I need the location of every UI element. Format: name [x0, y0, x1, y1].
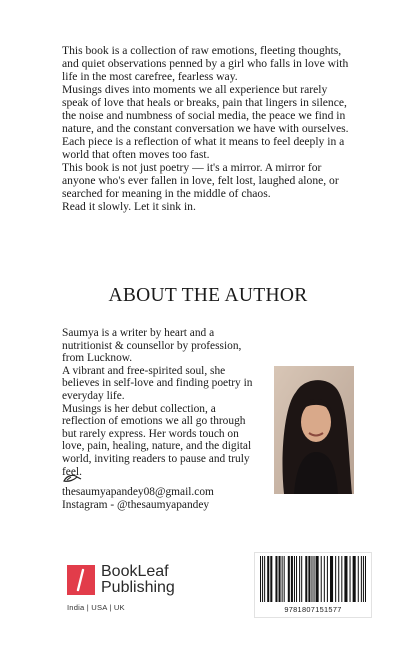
publisher-regions: India | USA | UK — [67, 603, 125, 612]
author-instagram: Instagram - @thesaumyapandey — [62, 498, 210, 511]
barcode-bar — [270, 556, 272, 602]
barcode-bar — [284, 556, 285, 602]
publisher-name: BookLeaf — [101, 563, 169, 580]
barcode-bar — [350, 556, 351, 602]
isbn-barcode — [254, 552, 372, 618]
barcode-bar — [260, 556, 261, 602]
barcode-bar — [341, 556, 342, 602]
author-email: thesaumyapandey08@gmail.com — [62, 486, 214, 498]
barcode-bar — [327, 556, 328, 602]
isbn-number: 9781807151577 — [284, 605, 342, 614]
barcode-bar — [363, 556, 364, 602]
barcode-bar — [344, 556, 347, 602]
barcode-bar — [308, 556, 310, 602]
blurb-paragraph: Each piece is a reflection of what it means to feel deeply in a world that often moves too fast. — [62, 135, 345, 161]
barcode-bar — [324, 556, 325, 602]
barcode-bar — [330, 556, 333, 602]
blurb-paragraph: This book is a collection of raw emotions, fleeting thoughts, and quiet observations penned by a girl who falls in love with life in the most carefree, fearless way. — [62, 44, 349, 83]
barcode-bar — [358, 556, 359, 602]
author-contact — [62, 472, 302, 511]
barcode-bar — [314, 556, 315, 602]
barcode-bar — [275, 556, 277, 602]
barcode-bar — [267, 556, 269, 602]
blurb-paragraph: Musings dives into moments we all experience but rarely speak of love that heals or breaks, pain that lingers in silence, the noise and numbness of social media, the peace we find in nature, and the constant conversation we have with ourselves. — [62, 83, 349, 135]
blurb-paragraph: This book is not just poetry — it's a mirror. A mirror for anyone who's ever fallen in love, felt lost, laughed alone, or searched for meaning in the middle of chaos. — [62, 161, 339, 200]
barcode-bar — [305, 556, 307, 602]
barcode-bar — [321, 556, 322, 602]
back-cover-blurb — [62, 44, 352, 213]
barcode-bar — [288, 556, 290, 602]
barcode-bar — [311, 556, 312, 602]
publisher-logo — [67, 565, 187, 599]
barcode-bar — [296, 556, 297, 602]
author-bio-paragraph: A vibrant and free-spirited soul, she believes in self-love and finding poetry in everyday life. — [62, 364, 253, 402]
barcode-bar — [361, 556, 362, 602]
publisher-logo-mark — [67, 565, 95, 595]
publisher-name-line2: Publishing — [101, 579, 175, 596]
barcode-bar — [264, 556, 265, 602]
pen-icon — [62, 472, 302, 486]
barcode-bar — [279, 556, 281, 602]
author-bio-paragraph: Saumya is a writer by heart and a nutritionist & counsellor by profession, from Lucknow. — [62, 327, 242, 365]
barcode-bar — [301, 556, 302, 602]
barcode-bar — [291, 556, 293, 602]
about-author-heading: ABOUT THE AUTHOR — [108, 285, 308, 306]
author-bio — [62, 327, 262, 478]
barcode-bars — [258, 556, 368, 604]
barcode-bar — [365, 556, 366, 602]
blurb-paragraph: Read it slowly. Let it sink in. — [62, 200, 196, 213]
barcode-bar — [353, 556, 356, 602]
barcode-bar — [294, 556, 295, 602]
barcode-bar — [299, 556, 300, 602]
barcode-bar — [262, 556, 263, 602]
barcode-bar — [338, 556, 339, 602]
author-bio-paragraph: Musings is her debut collection, a reflection of emotions we all go through but rarely express. Her words touch on love, pain, healing, nature, and the digital world, inviting readers to pause and truly feel. — [62, 402, 252, 478]
barcode-bar — [335, 556, 336, 602]
barcode-bar — [282, 556, 283, 602]
barcode-bar — [316, 556, 319, 602]
